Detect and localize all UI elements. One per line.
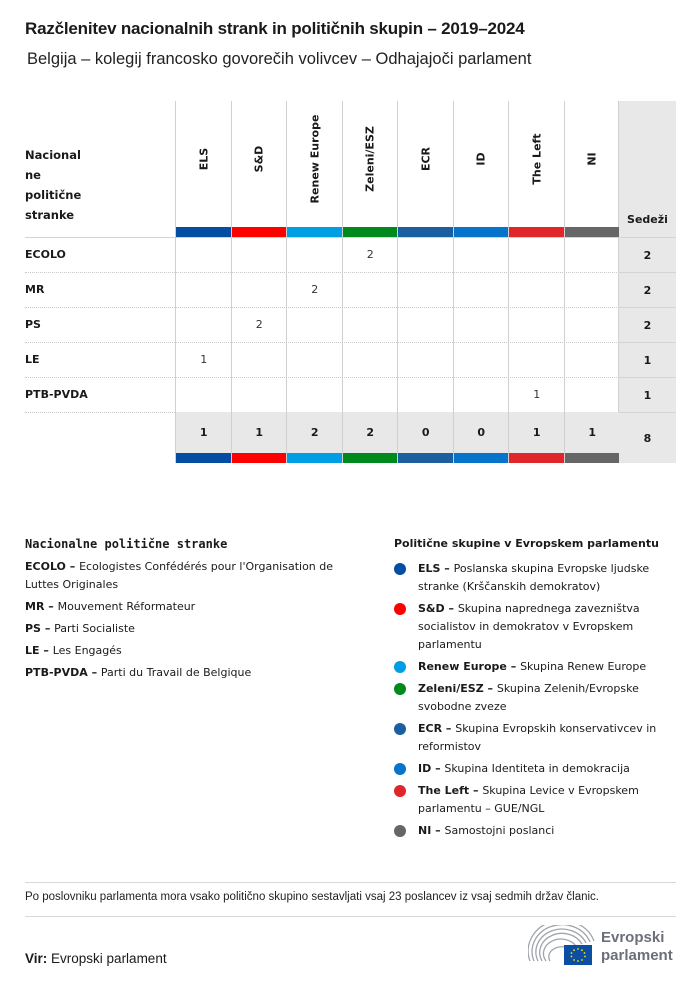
total-ni: 1 xyxy=(565,412,621,453)
cell xyxy=(565,377,621,412)
political-groups-legend xyxy=(394,537,684,844)
seats-header: Sedeži xyxy=(627,213,668,226)
column-header-ecr: ECR xyxy=(419,146,433,172)
page-subtitle: Belgija – kolegij francosko govorečih volivcev – Odhajajoči parlament xyxy=(27,50,532,68)
color-bar-els xyxy=(176,453,232,463)
cell xyxy=(176,307,232,342)
circle-icon xyxy=(394,603,406,615)
cell xyxy=(509,272,565,307)
total-renew: 2 xyxy=(287,412,343,453)
seats-le: 1 xyxy=(619,342,676,377)
cell: 2 xyxy=(366,248,374,261)
cell xyxy=(176,272,232,307)
party-label-ps: PS xyxy=(25,318,41,331)
cell: 2 xyxy=(255,318,263,331)
column-header-the-left: The Left xyxy=(530,133,544,185)
legend-item: PTB-PVDA – Parti du Travail de Belgique xyxy=(25,666,252,679)
cell xyxy=(287,377,343,412)
legend-item-renew: Renew Europe – Skupina Renew Europe xyxy=(394,658,684,676)
cell xyxy=(232,342,288,377)
source: Vir: Evropski parlament xyxy=(25,951,167,966)
party-label-mr: MR xyxy=(25,283,45,296)
cell xyxy=(454,272,510,307)
cell xyxy=(176,377,232,412)
color-bar-ecr xyxy=(398,227,454,237)
cell xyxy=(343,272,399,307)
cell xyxy=(454,377,510,412)
circle-icon xyxy=(394,683,406,695)
cell: 2 xyxy=(311,283,319,296)
party-label-ecolo: ECOLO xyxy=(25,248,66,261)
color-bar-els xyxy=(176,227,232,237)
cell xyxy=(565,342,621,377)
color-bar-sd xyxy=(232,453,288,463)
legend-item: PS – Parti Socialiste xyxy=(25,622,135,635)
cell xyxy=(454,342,510,377)
total-id: 0 xyxy=(454,412,510,453)
cell: 1 xyxy=(200,353,208,366)
cell xyxy=(565,237,621,272)
column-els xyxy=(175,101,231,463)
cell xyxy=(398,377,454,412)
column-id xyxy=(453,101,509,463)
party-label-ptb-pvda: PTB-PVDA xyxy=(25,388,88,401)
cell xyxy=(398,307,454,342)
column-sd xyxy=(231,101,287,463)
divider xyxy=(25,916,676,917)
total-els: 1 xyxy=(176,412,232,453)
color-bar-ni xyxy=(565,227,621,237)
cell xyxy=(287,237,343,272)
column-header-sd: S&D xyxy=(252,145,266,173)
total-greens: 2 xyxy=(343,412,399,453)
color-bar-ecr xyxy=(398,453,454,463)
legend-item: LE – Les Engagés xyxy=(25,644,122,657)
cell xyxy=(398,342,454,377)
legend-item-greens: Zeleni/ESZ – Skupina Zelenih/Evropske svobodne zveze xyxy=(394,680,684,716)
footnote: Po poslovniku parlamenta mora vsako politično skupino sestavljati vsaj 23 poslancev iz vsaj sedmih držav članic. xyxy=(25,891,600,903)
cell xyxy=(509,342,565,377)
cell xyxy=(398,272,454,307)
column-renew xyxy=(286,101,342,463)
column-ni xyxy=(564,101,620,463)
circle-icon xyxy=(394,785,406,797)
color-bar-id xyxy=(454,453,510,463)
legend-item-els: ELS – Poslanska skupina Evropske ljudske stranke (Krščanskih demokratov) xyxy=(394,560,684,596)
cell xyxy=(398,237,454,272)
column-header-renew: Renew Europe xyxy=(308,114,322,204)
national-legend-title: Nacionalne politične stranke xyxy=(25,537,228,551)
legend-item: ECOLO – Ecologistes Confédérés pour l'Organisation de Luttes Originales xyxy=(25,560,334,591)
color-bar-the-left xyxy=(509,227,565,237)
cell xyxy=(509,237,565,272)
seats-mr: 2 xyxy=(619,272,676,307)
hemicycle-icon xyxy=(528,925,598,969)
column-ecr xyxy=(397,101,453,463)
column-header-id: ID xyxy=(474,152,488,166)
circle-icon xyxy=(394,763,406,775)
legend-item-sd: S&D – Skupina naprednega zavezništva socialistov in demokratov v Evropskem parlamentu xyxy=(394,600,684,654)
color-bar-renew xyxy=(287,227,343,237)
total-the-left: 1 xyxy=(509,412,565,453)
column-the-left xyxy=(508,101,564,463)
cell: 1 xyxy=(533,388,541,401)
seats-ecolo: 2 xyxy=(619,237,676,272)
column-header-els: ELS xyxy=(197,147,211,171)
logo-text: Evropski parlament xyxy=(601,929,673,964)
column-header-ni: NI xyxy=(585,152,599,166)
circle-icon xyxy=(394,723,406,735)
color-bar-id xyxy=(454,227,510,237)
cell xyxy=(287,342,343,377)
circle-icon xyxy=(394,563,406,575)
color-bar-the-left xyxy=(509,453,565,463)
legend-item-ecr: ECR – Skupina Evropskih konservativcev in reformistov xyxy=(394,720,684,756)
party-label-le: LE xyxy=(25,353,40,366)
divider xyxy=(25,882,676,883)
national-parties-legend xyxy=(25,537,355,686)
circle-icon xyxy=(394,661,406,673)
legend-item-the-left: The Left – Skupina Levice v Evropskem parlamentu – GUE/NGL xyxy=(394,782,684,818)
legend-item: MR – Mouvement Réformateur xyxy=(25,600,196,613)
cell xyxy=(343,377,399,412)
seats-grand-total: 8 xyxy=(619,412,676,463)
row-header-label: Nacional ne politične stranke xyxy=(25,148,82,222)
column-header-greens: Zeleni/ESZ xyxy=(363,126,377,192)
legend-item-id: ID – Skupina Identiteta in demokracija xyxy=(394,760,684,778)
cell xyxy=(176,237,232,272)
page-title: Razčlenitev nacionalnih strank in političnih skupin – 2019–2024 xyxy=(25,19,525,38)
seats-ptb-pvda: 1 xyxy=(619,377,676,412)
seat-breakdown-table xyxy=(25,101,676,463)
european-parliament-logo xyxy=(528,925,678,969)
column-greens xyxy=(342,101,398,463)
color-bar-sd xyxy=(232,227,288,237)
color-bar-renew xyxy=(287,453,343,463)
total-ecr: 0 xyxy=(398,412,454,453)
seats-ps: 2 xyxy=(619,307,676,342)
cell xyxy=(232,272,288,307)
cell xyxy=(287,307,343,342)
seats-column xyxy=(619,101,676,463)
cell xyxy=(454,307,510,342)
cell xyxy=(509,307,565,342)
groups-legend-title: Politične skupine v Evropskem parlamentu xyxy=(394,537,659,550)
cell xyxy=(232,377,288,412)
cell xyxy=(343,342,399,377)
cell xyxy=(343,307,399,342)
color-bar-greens xyxy=(343,227,399,237)
circle-icon xyxy=(394,825,406,837)
total-sd: 1 xyxy=(232,412,288,453)
color-bar-greens xyxy=(343,453,399,463)
cell xyxy=(565,307,621,342)
legend-item-ni: NI – Samostojni poslanci xyxy=(394,822,684,840)
cell xyxy=(454,237,510,272)
color-bar-ni xyxy=(565,453,621,463)
cell xyxy=(565,272,621,307)
cell xyxy=(232,237,288,272)
